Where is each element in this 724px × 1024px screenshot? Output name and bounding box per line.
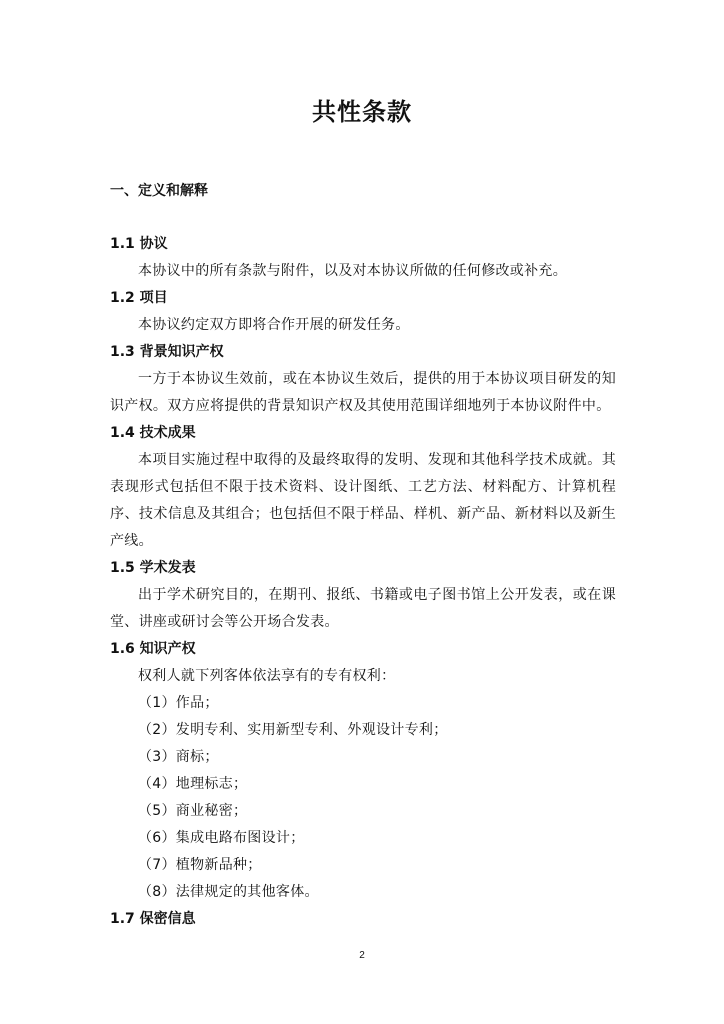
section-heading: 1.3 背景知识产权 — [110, 344, 224, 360]
section-heading: 1.4 技术成果 — [110, 425, 196, 441]
list-item: （3）商标； — [138, 749, 219, 765]
list-item: （4）地理标志； — [138, 776, 248, 792]
list-item: （2）发明专利、实用新型专利、外观设计专利； — [138, 722, 448, 738]
chapter-heading: 一、定义和解释 — [110, 183, 208, 199]
list-item: （8）法律规定的其他客体。 — [138, 884, 319, 900]
section-paragraph: 出于学术研究目的，在期刊、报纸、书籍或电子图书馆上公开发表，或在课堂、讲座或研讨会等公开场合发表。 — [110, 587, 616, 630]
list-item: （6）集成电路布图设计； — [138, 830, 305, 846]
section-heading: 1.5 学术发表 — [110, 560, 196, 576]
section-paragraph: 一方于本协议生效前，或在本协议生效后，提供的用于本协议项目研发的知识产权。双方应将提供的背景知识产权及其使用范围详细地列于本协议附件中。 — [110, 371, 616, 414]
list-item: （7）植物新品种； — [138, 857, 262, 873]
section-paragraph: 本项目实施过程中取得的及最终取得的发明、发现和其他科学技术成就。其表现形式包括但不限于技术资料、设计图纸、工艺方法、材料配方、计算机程序、技术信息及其组合；也包括但不限于样品、样机、新产品、新材料以及新生产线。 — [110, 452, 616, 549]
section-heading: 1.1 协议 — [110, 236, 168, 252]
section-paragraph: 本协议约定双方即将合作开展的研发任务。 — [138, 317, 410, 333]
page-number: 2 — [359, 950, 365, 961]
section-paragraph: 本协议中的所有条款与附件，以及对本协议所做的任何修改或补充。 — [138, 263, 567, 279]
document-body — [110, 180, 616, 933]
section-heading: 1.7 保密信息 — [110, 911, 196, 927]
section-heading: 1.6 知识产权 — [110, 641, 196, 657]
section-heading: 1.2 项目 — [110, 290, 168, 306]
document-title: 共性条款 — [312, 98, 412, 126]
section-paragraph: 权利人就下列客体依法享有的专有权利： — [138, 668, 396, 684]
list-item: （5）商业秘密； — [138, 803, 248, 819]
list-item: （1）作品； — [138, 695, 219, 711]
